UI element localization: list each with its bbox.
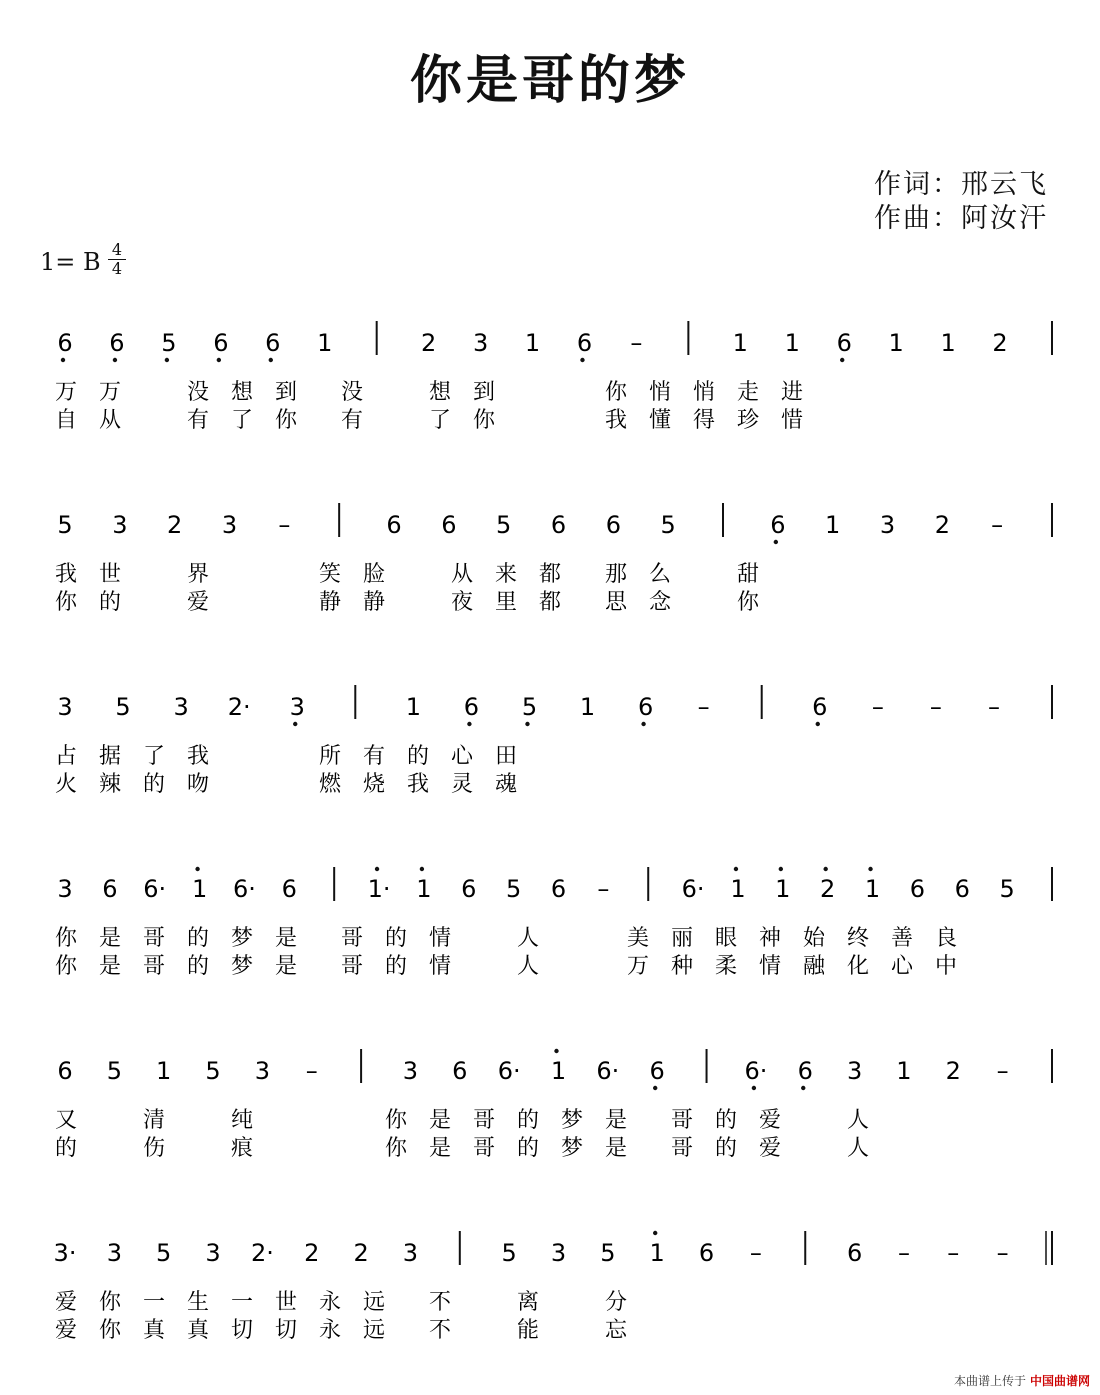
note: 6 xyxy=(605,511,621,539)
note: 6· xyxy=(233,875,256,903)
lyric-line: 自 从 有 了 你 有 了 你 我 懂 得 珍 惜 xyxy=(55,408,804,433)
note: 3 xyxy=(221,511,238,539)
note: 3 xyxy=(402,1239,419,1267)
note: 6 xyxy=(846,1239,863,1267)
note: 5 xyxy=(521,693,538,721)
note: 5 xyxy=(999,875,1015,903)
note: 6 xyxy=(461,875,477,903)
note: 6 xyxy=(102,875,118,903)
note: 1 xyxy=(524,329,541,357)
note: 1 xyxy=(191,875,208,903)
note: 1 xyxy=(888,329,904,357)
lyric-line: 你 的 爱 静 静 夜 里 都 思 念 你 xyxy=(55,590,760,615)
note: 6 xyxy=(550,875,567,903)
note: 6 xyxy=(281,875,297,903)
note: 6 xyxy=(441,511,457,539)
footer-text: 本曲谱上传于 xyxy=(953,1374,1026,1388)
note: 1 xyxy=(896,1057,912,1085)
lyric-line: 又 清 纯 你 是 哥 的 梦 是 哥 的 爱 人 xyxy=(55,1108,870,1133)
note: 6 xyxy=(213,329,229,357)
lyric-line: 我 世 界 笑 脸 从 来 都 那 么 甜 xyxy=(55,562,760,587)
note: 2 xyxy=(167,511,183,539)
lyric-line: 万 万 没 想 到 没 想 到 你 悄 悄 走 进 xyxy=(55,380,804,405)
note: 6 xyxy=(649,1057,665,1085)
low-octave-dot xyxy=(525,722,529,726)
note: – xyxy=(987,693,1000,721)
high-octave-dot xyxy=(734,867,738,871)
note: 3 xyxy=(106,1239,122,1267)
high-octave-dot xyxy=(375,867,379,871)
note: 3· xyxy=(53,1239,77,1267)
note: 6· xyxy=(744,1057,768,1085)
note: – xyxy=(305,1057,318,1085)
low-octave-dot xyxy=(840,358,844,362)
note: 2 xyxy=(304,1239,320,1267)
note: 1 xyxy=(416,875,432,903)
note: 5 xyxy=(501,1239,517,1267)
note: – xyxy=(871,693,884,721)
note: 5 xyxy=(505,875,522,903)
note: 5 xyxy=(600,1239,616,1267)
note: 3 xyxy=(57,875,73,903)
low-octave-dot xyxy=(653,1086,657,1090)
low-octave-dot xyxy=(61,358,65,362)
footer-note xyxy=(954,1372,1090,1389)
note: 1 xyxy=(579,693,596,721)
note: 5 xyxy=(57,511,73,539)
note: 5 xyxy=(161,329,177,357)
high-octave-dot xyxy=(420,867,424,871)
note: 5 xyxy=(205,1057,221,1085)
note: 5 xyxy=(496,511,512,539)
low-octave-dot xyxy=(801,1086,805,1090)
note: 2 xyxy=(820,875,836,903)
note: 6 xyxy=(770,511,786,539)
note: 6 xyxy=(452,1057,468,1085)
high-octave-dot xyxy=(823,867,827,871)
note: 6 xyxy=(265,329,281,357)
note: 2 xyxy=(992,329,1008,357)
note: 2· xyxy=(227,693,251,721)
note: 3 xyxy=(879,511,896,539)
note: 5 xyxy=(106,1057,122,1085)
note: – xyxy=(897,1239,910,1267)
note: 2 xyxy=(934,511,950,539)
note: 6 xyxy=(836,329,852,357)
low-octave-dot xyxy=(752,1086,756,1090)
note: 3 xyxy=(846,1057,863,1085)
note: 2 xyxy=(420,329,437,357)
low-octave-dot xyxy=(580,358,584,362)
low-octave-dot xyxy=(217,358,221,362)
note: – xyxy=(947,1239,960,1267)
note: 6 xyxy=(550,511,567,539)
note: 1 xyxy=(784,329,800,357)
note: 6 xyxy=(698,1239,715,1267)
note: – xyxy=(749,1239,762,1267)
low-octave-dot xyxy=(641,722,645,726)
note: 3 xyxy=(205,1239,221,1267)
note: 1 xyxy=(825,511,841,539)
lyric-line: 火 辣 的 吻 燃 烧 我 灵 魂 xyxy=(55,772,518,797)
note: 3 xyxy=(112,511,128,539)
note: 2 xyxy=(945,1057,961,1085)
note: 6· xyxy=(681,875,705,903)
note: 6 xyxy=(954,875,970,903)
low-octave-dot xyxy=(816,722,820,726)
high-octave-dot xyxy=(195,867,199,871)
note: 6 xyxy=(386,511,402,539)
low-octave-dot xyxy=(269,358,273,362)
note: 3 xyxy=(57,693,73,721)
note: – xyxy=(929,693,942,721)
note: 6· xyxy=(497,1057,521,1085)
composer-credit: 作曲：阿汝汗 xyxy=(874,203,1048,234)
note: 3 xyxy=(254,1057,271,1085)
note: 6 xyxy=(463,693,480,721)
note: 1 xyxy=(550,1057,567,1085)
note: 1 xyxy=(317,329,333,357)
note: 6· xyxy=(596,1057,620,1085)
note: 5 xyxy=(660,511,676,539)
note: 1 xyxy=(730,875,746,903)
note: 6 xyxy=(576,329,593,357)
low-octave-dot xyxy=(293,722,297,726)
note: – xyxy=(991,511,1004,539)
lyric-line: 的 伤 痕 你 是 哥 的 梦 是 哥 的 爱 人 xyxy=(55,1136,870,1161)
note: – xyxy=(996,1239,1009,1267)
note: 5 xyxy=(115,693,131,721)
low-octave-dot xyxy=(774,540,778,544)
low-octave-dot xyxy=(467,722,471,726)
note: 1 xyxy=(156,1057,172,1085)
note: 1 xyxy=(775,875,791,903)
note: – xyxy=(597,875,610,903)
note: 6· xyxy=(143,875,167,903)
note: 1 xyxy=(864,875,881,903)
note: 6 xyxy=(637,693,654,721)
note: 2 xyxy=(353,1239,369,1267)
footer-brand: 中国曲谱网 xyxy=(1029,1374,1090,1388)
note: 1 xyxy=(940,329,956,357)
note: – xyxy=(630,329,643,357)
note: 6 xyxy=(109,329,125,357)
note: 1· xyxy=(367,875,391,903)
time-signature-top: 4 xyxy=(111,240,123,259)
note: 3 xyxy=(173,693,189,721)
note: – xyxy=(278,511,291,539)
lyricist-credit: 作词：邢云飞 xyxy=(874,169,1048,200)
note: – xyxy=(996,1057,1009,1085)
note: 3 xyxy=(472,329,489,357)
time-signature-bottom: 4 xyxy=(111,259,123,278)
note: – xyxy=(697,693,710,721)
note: 6 xyxy=(909,875,926,903)
high-octave-dot xyxy=(554,1049,558,1053)
note: 1 xyxy=(405,693,421,721)
note: 2· xyxy=(250,1239,274,1267)
note: 5 xyxy=(156,1239,172,1267)
note: 1 xyxy=(732,329,748,357)
note: 1 xyxy=(649,1239,665,1267)
lyric-line: 你 是 哥 的 梦 是 哥 的 情 人 万 种 柔 情 融 化 心 中 xyxy=(55,954,958,979)
low-octave-dot xyxy=(113,358,117,362)
note: 3 xyxy=(289,693,305,721)
lyric-line: 占 据 了 我 所 有 的 心 田 xyxy=(55,744,518,769)
page-title: 你是哥的梦 xyxy=(409,50,690,111)
note: 6 xyxy=(57,1057,73,1085)
high-octave-dot xyxy=(653,1231,657,1235)
note: 6 xyxy=(797,1057,813,1085)
note: 6 xyxy=(57,329,73,357)
key-signature: 1= B xyxy=(40,248,101,276)
lyric-line: 爱 你 真 真 切 切 永 远 不 能 忘 xyxy=(55,1318,628,1343)
note: 3 xyxy=(402,1057,419,1085)
lyric-line: 爱 你 一 生 一 世 永 远 不 离 分 xyxy=(55,1290,628,1315)
lyric-line: 你 是 哥 的 梦 是 哥 的 情 人 美 丽 眼 神 始 终 善 良 xyxy=(55,926,958,951)
low-octave-dot xyxy=(165,358,169,362)
high-octave-dot xyxy=(868,867,872,871)
note: 6 xyxy=(812,693,828,721)
high-octave-dot xyxy=(779,867,783,871)
note: 3 xyxy=(550,1239,567,1267)
